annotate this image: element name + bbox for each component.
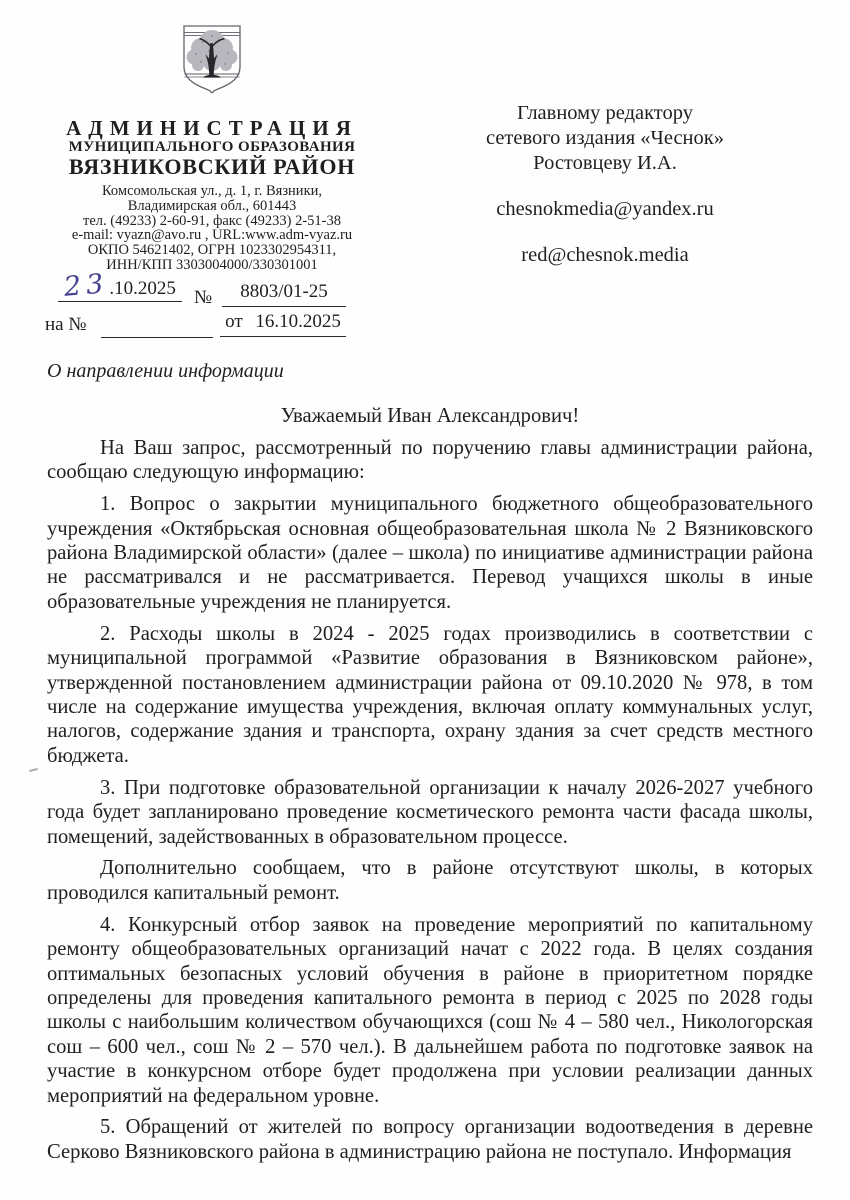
coat-of-arms-icon bbox=[181, 24, 243, 94]
recipient-email-1: chesnokmedia@yandex.ru bbox=[496, 198, 714, 220]
recipient-block bbox=[452, 101, 758, 268]
incoming-number-blank-field bbox=[101, 311, 213, 338]
sender-okpo-ogrn: ОКПО 54621402, ОГРН 1023302954311, bbox=[87, 242, 337, 259]
reference-block bbox=[45, 268, 375, 346]
incoming-row bbox=[45, 311, 375, 341]
sender-address-line1: Комсомольская ул., д. 1, г. Вязники, bbox=[101, 183, 322, 199]
org-name-line2: МУНИЦИПАЛЬНОГО ОБРАЗОВАНИЯ bbox=[68, 139, 356, 155]
outgoing-number-field: 8803/01-25 bbox=[222, 281, 346, 307]
sender-address-line2: Владимирская обл., 601443 bbox=[127, 197, 297, 214]
org-name-line1: АДМИНИСТРАЦИЯ bbox=[66, 116, 358, 140]
outgoing-row bbox=[45, 268, 375, 310]
incoming-from-label: от bbox=[225, 311, 243, 332]
letter-body bbox=[47, 404, 813, 1172]
handwritten-day: 23 bbox=[62, 268, 110, 303]
paragraph-item-5: 5. Обращений от жителей по вопросу организации водоотведения в деревне Серково Вязниковского района в администрацию района не поступало. Информация bbox=[47, 1116, 813, 1163]
paragraph-item-1: 1. Вопрос о закрытии муниципального бюджетного общеобразовательного учреждения «Октябрьская основная общеобразовательная школа № 2 Вязниковского района Владимирской области» (далее – школа) по инициативе администрации района не рассматривался и не рассматривается. Перевод учащихся школы в иные образовательные учреждения не планируется. bbox=[47, 493, 813, 613]
recipient-title: Главному редактору bbox=[517, 102, 693, 124]
org-name-line3: ВЯЗНИКОВСКИЙ РАЙОН bbox=[68, 154, 356, 179]
salutation: Уважаемый Иван Александрович! bbox=[280, 405, 580, 427]
outgoing-date-printed: .10.2025 bbox=[109, 278, 176, 299]
paragraph-item-4: 4. Конкурсный отбор заявок на проведение мероприятий по капитальному ремонту общеобразовательных организаций начат с 2022 года. В целях создания оптимальных безопасных условий обучения в районе в приоритетном порядке определены для проведения капитального ремонта в период с 2025 по 2028 годы школы с наибольшим количеством обучающихся (сош № 4 – 580 чел., Никологорская сош – 600 чел., сош № 2 – 570 чел.). В дальнейшем работа по подготовке заявок на участие в конкурсном отборе будет продолжена при условии реализации данных мероприятий на федеральном уровне. bbox=[47, 913, 813, 1107]
scan-artifact bbox=[29, 768, 38, 772]
sender-letterhead bbox=[14, 24, 410, 273]
sender-email-url: e-mail: vyazn@avo.ru , URL:www.adm-vyaz.ru bbox=[71, 227, 353, 244]
paragraph-item-2: 2. Расходы школы в 2024 - 2025 годах производились в соответствии с муниципальной программой «Развитие образования в Вязниковском районе», утвержденной постановлением администрации района от 09.10.2020 № 978, в том числе на содержание имущества учреждения, включая оплату коммунальных услуг, налогов, содержание здания и транспорта, охрану здания за счет средств местного бюджета. bbox=[47, 622, 813, 767]
incoming-date: 16.10.2025 bbox=[255, 311, 341, 332]
incoming-label: на № bbox=[45, 314, 87, 335]
subject-line: О направлении информации bbox=[47, 360, 284, 382]
paragraph-additional: Дополнительно сообщаем, что в районе отсутствуют школы, в которых проводился капитальный ремонт. bbox=[47, 857, 813, 904]
recipient-person: Ростовцеву И.А. bbox=[533, 152, 677, 174]
number-sign: № bbox=[194, 287, 213, 308]
incoming-date-field bbox=[220, 311, 346, 337]
sender-inn-kpp: ИНН/КПП 3303004000/330301001 bbox=[106, 256, 318, 273]
outgoing-date-field bbox=[58, 268, 182, 303]
paragraph-item-3: 3. При подготовке образовательной организации к началу 2026-2027 учебного года будет запланировано проведение косметического ремонта части фасада школы, помещений, задействованных в образовательном процессе. bbox=[47, 776, 813, 848]
recipient-media: сетевого издания «Чеснок» bbox=[485, 127, 724, 149]
sender-phone-fax: тел. (49233) 2-60-91, факс (49233) 2-51-38 bbox=[83, 212, 341, 229]
recipient-email-2: red@chesnok.media bbox=[521, 244, 689, 266]
paragraph-intro: На Ваш запрос, рассмотренный по поручению главы администрации района, сообщаю следующую информацию: bbox=[47, 436, 813, 484]
